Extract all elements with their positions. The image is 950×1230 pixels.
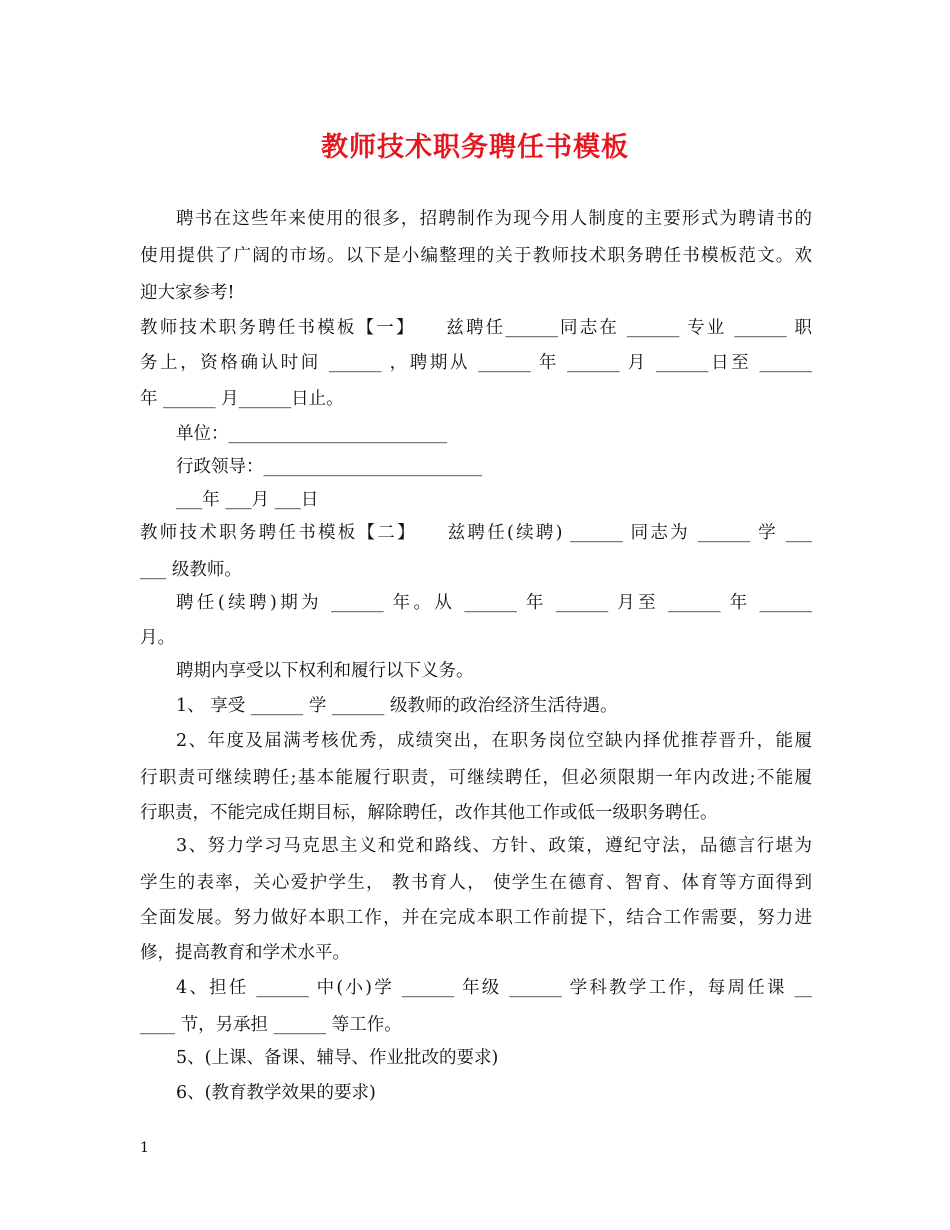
paragraph-line: 行职责，不能完成任期目标，解除聘任，改作其他工作或低一级职务聘任。 <box>140 803 718 823</box>
list-item: 1、 享受 ______ 学 ______ 级教师的政治经济生活待遇。 <box>176 696 618 716</box>
list-item: 3、努力学习马克思主义和党和路线、方针、政策，遵纪守法，品德言行堪为 <box>176 836 812 856</box>
paragraph-line: 全面发展。努力做好本职工作，并在完成本职工作前提下，结合工作需要，努力进 <box>140 908 812 928</box>
list-item: 6、(教育教学效果的要求) <box>176 1083 376 1103</box>
paragraph-line: 聘期内享受以下权利和履行以下义务。 <box>176 661 474 681</box>
paragraph-line: 聘任(续聘)期为 ______ 年。从 ______ 年 ______ 月至 ______ 年 ______ <box>176 593 812 613</box>
page-number: 1 <box>140 1140 149 1156</box>
paragraph-line: 教师技术职务聘任书模板【一】 兹聘任______同志在 ______ 专业 ______ 职 <box>140 318 812 338</box>
paragraph-line: 务上，资格确认时间 ______ ，聘期从 ______ 年 ______ 月 ______日至 ______ <box>140 353 812 373</box>
leader-signature-line: 行政领导：_________________________ <box>176 457 483 477</box>
paragraph-line: 聘书在这些年来使用的很多，招聘制作为现今用人制度的主要形式为聘请书的 <box>176 209 812 229</box>
unit-signature-line: 单位：_________________________ <box>176 424 448 444</box>
paragraph-line: 教师技术职务聘任书模板【二】 兹聘任(续聘) ______ 同志为 ______ 学 ___ <box>140 523 812 543</box>
paragraph-line: 月。 <box>140 628 175 648</box>
paragraph-line: 行职责可继续聘任;基本能履行职责，可继续聘任，但必须限期一年内改进;不能履 <box>140 768 812 788</box>
paragraph-line: 迎大家参考! <box>140 283 235 303</box>
paragraph-line: 修，提高教育和学术水平。 <box>140 943 350 963</box>
list-item: 5、(上课、备课、辅导、作业批改的要求) <box>176 1048 499 1068</box>
paragraph-line: 学生的表率，关心爱护学生， 教书育人， 使学生在德育、智育、体育等方面得到 <box>140 873 812 893</box>
list-item: 4、担任 ______ 中(小)学 ______ 年级 ______ 学科教学工作，每周任课 __ <box>176 978 812 998</box>
paragraph-line: ____ 节，另承担 ______ 等工作。 <box>140 1015 402 1035</box>
paragraph-line: 使用提供了广阔的市场。以下是小编整理的关于教师技术职务聘任书模板范文。欢 <box>140 246 812 266</box>
document-title: 教师技术职务聘任书模板 <box>321 132 629 163</box>
paragraph-line: 年 ______ 月______日止。 <box>140 389 344 409</box>
paragraph-line: ___ 级教师。 <box>140 560 242 580</box>
date-line: ___年 ___月 ___日 <box>176 490 319 510</box>
list-item: 2、年度及届满考核优秀，成绩突出，在职务岗位空缺内择优推荐晋升，能履 <box>176 731 812 751</box>
